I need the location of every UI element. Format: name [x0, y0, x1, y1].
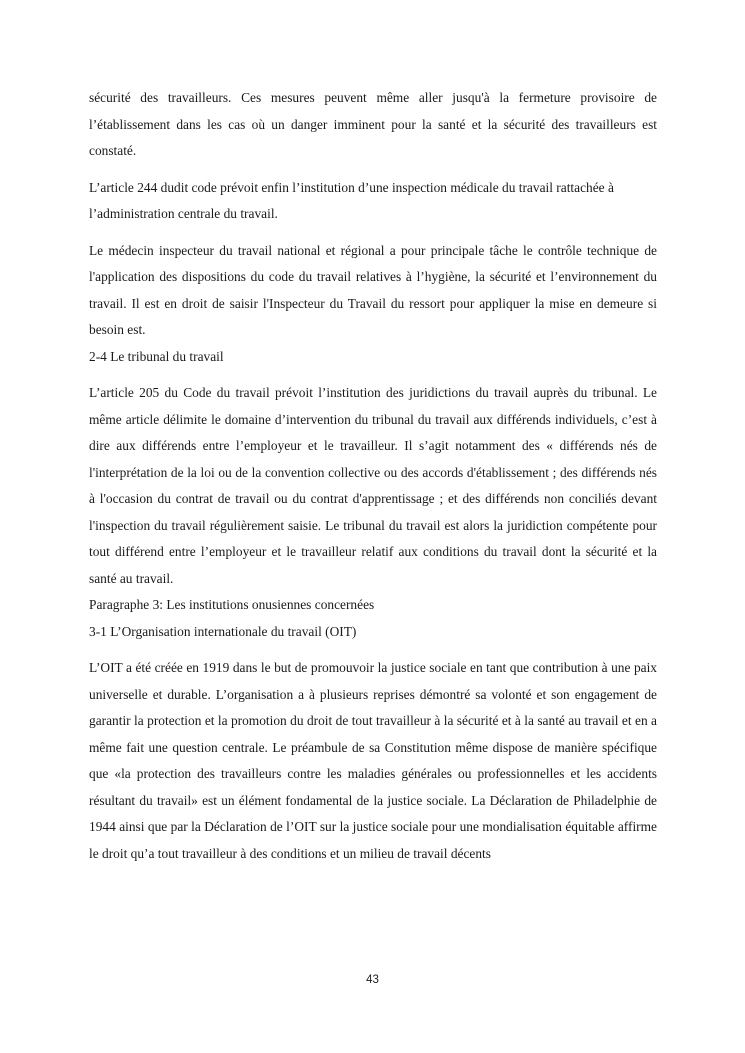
- paragraph-securite-mesures: sécurité des travailleurs. Ces mesures peuvent même aller jusqu'à la fermeture provisoire de l’établissement dans les cas où un danger imminent pour la santé et la sécurité des travailleurs est constaté.: [89, 90, 657, 158]
- page-number: 43: [366, 974, 379, 986]
- paragraph-article-244: L’article 244 dudit code prévoit enfin l’institution d’une inspection médicale du travail rattachée à l’administration centrale du travail.: [89, 179, 614, 221]
- section-heading-paragraphe-3: Paragraphe 3: Les institutions onusiennes concernées: [89, 597, 375, 612]
- section-heading-oit: 3-1 L’Organisation internationale du travail (OIT): [89, 623, 357, 639]
- page-body: [89, 85, 657, 867]
- section-heading-tribunal-travail: 2-4 Le tribunal du travail: [89, 348, 224, 364]
- paragraph-oit-creation: L’OIT a été créée en 1919 dans le but de promouvoir la justice sociale en tant que contribution à une paix universelle et durable. L’organisation a à plusieurs reprises démontré sa volonté et son engagement de garantir la protection et la promotion du droit de tout travailleur à la sécurité et à la santé au travail et en a même fait une question centrale. Le préambule de sa Constitution même dispose de manière spécifique que «la protection des travailleurs contre les maladies générales ou professionnelles et les accidents résultant du travail» est un élément fondamental de la justice sociale. La Déclaration de Philadelphie de 1944 ainsi que par la Déclaration de l’OIT sur la justice sociale pour une mondialisation équitable affirme le droit qu’a tout travailleur à des conditions et un milieu de travail décents: [89, 660, 657, 861]
- paragraph-article-205: L’article 205 du Code du travail prévoit l’institution des juridictions du travail auprès du tribunal. Le même article délimite le domaine d’intervention du tribunal du travail aux différends individuels, c’est à dire aux différends entre l’employeur et le travailleur. Il s’agit notamment des « différends nés de l'interprétation de la loi ou de la convention collective ou des accords d'établissement ; des différends nés à l'occasion du contrat de travail ou du contrat d'apprentissage ; et des différends non conciliés devant l'inspection du travail régulièrement saisie. Le tribunal du travail est alors la juridiction compétente pour tout différend entre l’employeur et le travailleur relatif aux conditions du travail dont la sécurité et la santé au travail.: [89, 385, 657, 586]
- paragraph-medecin-inspecteur: Le médecin inspecteur du travail national et régional a pour principale tâche le contrôle technique de l'application des dispositions du code du travail relatives à l’hygiène, la sécurité et l’environnement du travail. Il est en droit de saisir l'Inspecteur du Travail du ressort pour appliquer la mise en demeure si besoin est.: [89, 242, 657, 337]
